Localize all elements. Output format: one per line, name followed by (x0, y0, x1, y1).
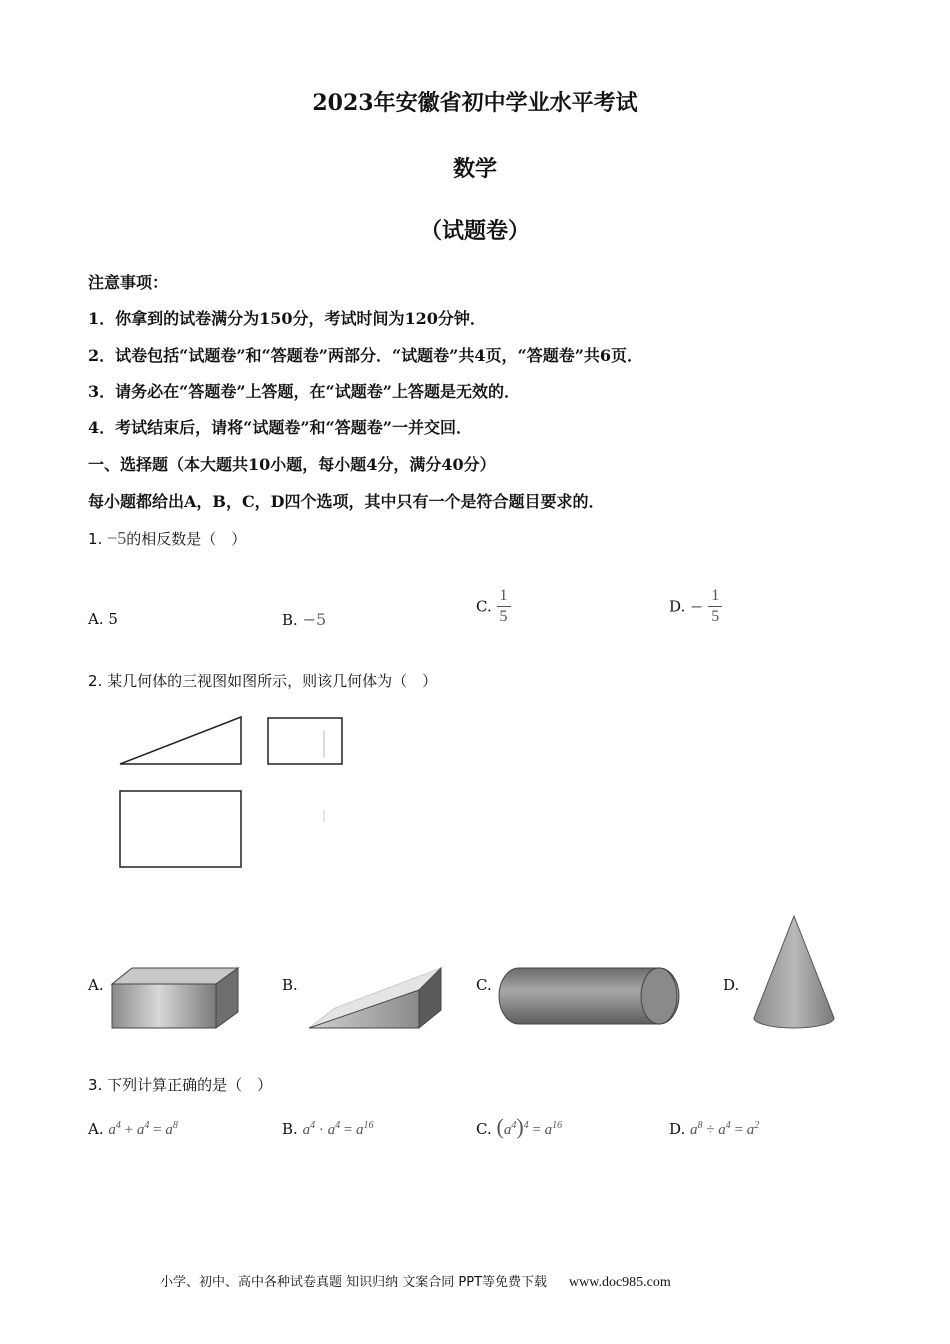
cuboid-image[interactable] (108, 962, 240, 1032)
q2-option-d-label[interactable]: D. (723, 976, 740, 994)
front-view-triangle (120, 717, 241, 764)
q1-option-a[interactable]: A. 5 (88, 610, 118, 628)
footer-link[interactable]: www.doc985.com (569, 1275, 671, 1290)
expression: $a^4 + a^4 = a^8$ (108, 1120, 178, 1138)
three-view-drawing (110, 710, 360, 880)
q1-option-c[interactable]: C. $\frac{1}{5}$ (476, 586, 511, 627)
question-text: 的相反数是（ ） (126, 530, 247, 548)
q3-option-c[interactable]: C. $(a^4)^4 = a^{16}$ (476, 1114, 563, 1139)
fraction: $\frac{1}{5}$ (497, 586, 511, 627)
exam-title: 2023年安徽省初中学业水平考试 (312, 90, 638, 116)
section-instruction: 每小题都给出A，B，C，D四个选项，其中只有一个是符合题目要求的． (88, 492, 605, 511)
notice-item-4: 4．考试结束后，请将“试题卷”和“答题卷”一并交回． (88, 418, 472, 437)
cone-image[interactable] (748, 912, 838, 1032)
question-1-stem (88, 528, 246, 549)
section-heading: 一、选择题（本大题共10小题，每小题4分，满分40分） (88, 455, 496, 474)
footer-text: 小学、初中、高中各种试卷真题 知识归纳 文案合同 PPT等免费下载 (160, 1275, 548, 1290)
q2-option-a-label[interactable]: A. (88, 976, 104, 994)
q2-option-c-label[interactable]: C. (476, 976, 492, 994)
top-view-rectangle (120, 791, 241, 867)
notice-item-3: 3．请务必在“答题卷”上答题，在“试题卷”上答题是无效的． (88, 382, 520, 401)
notice-item-2: 2．试卷包括“试题卷”和“答题卷”两部分．“试题卷”共4页，“答题卷”共6页． (88, 346, 644, 365)
question-2-stem: 2. 某几何体的三视图如图所示，则该几何体为（ ） (88, 672, 438, 690)
q3-option-d[interactable]: D. $a^8 \div a^4 = a^2$ (669, 1120, 760, 1138)
subject-title: 数学 (452, 156, 497, 182)
question-number: 1. (88, 530, 103, 548)
q2-option-b-label[interactable]: B. (282, 976, 298, 994)
q1-option-b[interactable]: B. −5 (282, 610, 327, 629)
q3-option-b[interactable]: B. $a^4 \cdot a^4 = a^{16}$ (282, 1120, 374, 1138)
q1-option-d[interactable]: D. − $\frac{1}{5}$ (669, 586, 722, 627)
expression: $a^4 \cdot a^4 = a^{16}$ (302, 1120, 374, 1138)
question-3-stem: 3. 下列计算正确的是（ ） (88, 1076, 273, 1094)
question-expression: −5 (107, 528, 127, 548)
q3-option-a[interactable]: A. $a^4 + a^4 = a^8$ (88, 1120, 178, 1138)
notice-item-1: 1．你拿到的试卷满分为150分，考试时间为120分钟． (88, 309, 486, 328)
cylinder-image[interactable] (497, 964, 683, 1028)
expression: $(a^4)^4 = a^{16}$ (496, 1114, 563, 1139)
paper-type: （试题卷） (419, 218, 530, 244)
notice-heading: 注意事项： (88, 273, 169, 292)
footer (160, 1271, 671, 1291)
side-view-rectangle (268, 718, 342, 764)
wedge-image[interactable] (305, 960, 447, 1032)
expression: $a^8 \div a^4 = a^2$ (690, 1120, 760, 1138)
fraction: $\frac{1}{5}$ (708, 586, 722, 627)
